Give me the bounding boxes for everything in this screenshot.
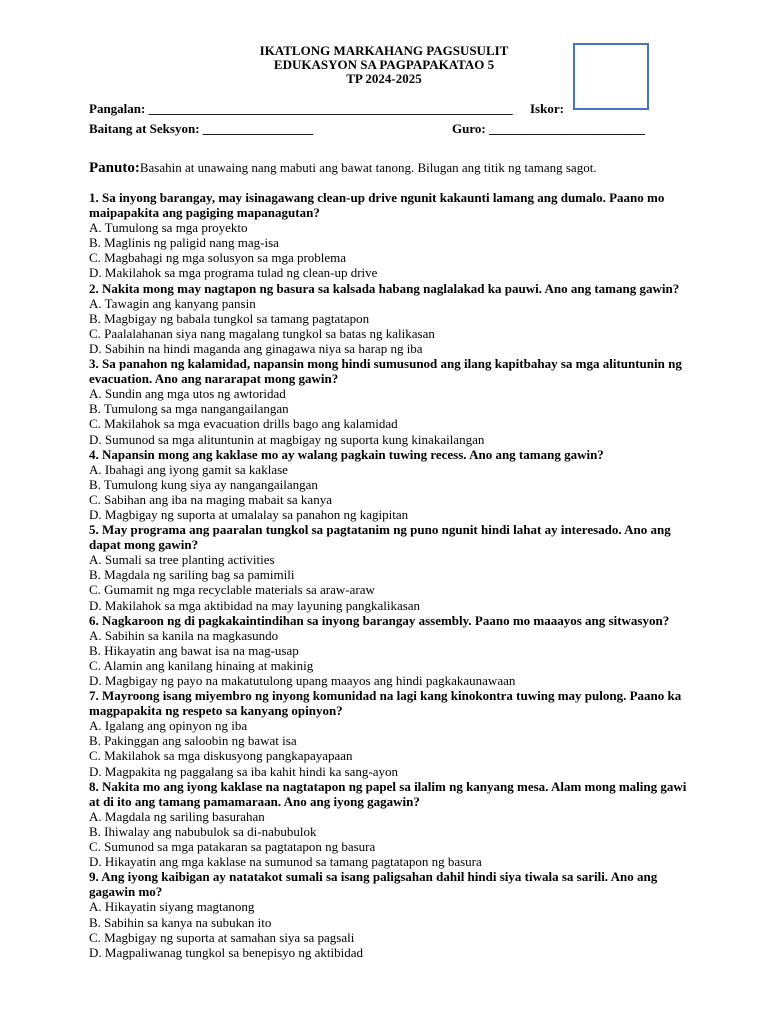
question-text: 8. Nakita mo ang iyong kaklase na nagtatapon ng papel sa ilalim ng kanyang mesa. Alam mong maling gawi at di ito ang tamang pamamaraan. Ano ang iyong gagawin?: [89, 778, 687, 809]
answer-option[interactable]: B. Tumulong sa mga nangangailangan: [89, 401, 289, 417]
question-text: 6. Nagkaroon ng di pagkakaintindihan sa inyong barangay assembly. Paano mo maaayos ang sitwasyon?: [89, 612, 670, 628]
answer-option[interactable]: A. Tawagin ang kanyang pansin: [89, 295, 256, 311]
answer-option[interactable]: C. Sabihan ang iba na maging mabait sa kanya: [89, 491, 332, 507]
answer-option[interactable]: B. Maglinis ng paligid nang mag-isa: [89, 235, 279, 251]
answer-option[interactable]: B. Hikayatin ang bawat isa na mag-usap: [89, 642, 299, 658]
question-list: [89, 190, 689, 960]
answer-option[interactable]: D. Magpakita ng paggalang sa iba kahit hindi ka sang-ayon: [89, 763, 399, 779]
question-text: 3. Sa panahon ng kalamidad, napansin mong hindi sumusunod ang ilang kapitbahay sa mga alituntunin ng evacuation. Ano ang nararapat mong gawin?: [89, 356, 682, 387]
answer-option[interactable]: A. Magdala ng sariling basurahan: [89, 808, 265, 824]
grade-section-field: Baitang at Seksyon: _________________: [89, 121, 314, 136]
answer-option[interactable]: C. Gumamit ng mga recyclable materials sa araw-araw: [89, 582, 375, 598]
question-text: 7. Mayroong isang miyembro ng inyong komunidad na lagi kang kinokontra tuwing may pulong. Paano ka magpapakita ng respeto sa kanyang opinyon?: [89, 688, 682, 719]
answer-option[interactable]: C. Makilahok sa mga evacuation drills bago ang kalamidad: [89, 416, 398, 432]
school-year: TP 2024-2025: [346, 71, 422, 86]
answer-option[interactable]: A. Sabihin sa kanila na magkasundo: [89, 627, 279, 643]
exam-title: IKATLONG MARKAHANG PAGSUSULIT: [259, 43, 509, 58]
answer-option[interactable]: C. Alamin ang kanilang hinaing at makinig: [89, 657, 314, 673]
question-item: [89, 447, 689, 522]
directions-lead: Panuto:: [89, 160, 140, 176]
answer-option[interactable]: B. Ihiwalay ang nabubulok sa di-nabubulok: [89, 823, 317, 839]
question-text: 5. May programa ang paaralan tungkol sa pagtatanim ng puno ngunit hindi lahat ay interesado. Ano ang dapat mong gawin?: [89, 522, 671, 553]
answer-option[interactable]: B. Magdala ng sariling bag sa pamimili: [89, 567, 295, 583]
question-item: [89, 356, 689, 447]
answer-option[interactable]: C. Magbigay ng suporta at samahan siya sa pagsali: [89, 929, 355, 945]
question-text: 2. Nakita mong may nagtapon ng basura sa kalsada habang naglalakad ka pauwi. Ano ang tamang gawin?: [89, 280, 680, 296]
answer-option[interactable]: B. Pakinggan ang saloobin ng bawat isa: [89, 733, 297, 749]
answer-option[interactable]: A. Hikayatin siyang magtanong: [89, 899, 255, 915]
answer-option[interactable]: A. Ibahagi ang iyong gamit sa kaklase: [89, 461, 288, 477]
answer-option[interactable]: D. Magbigay ng payo na makatutulong upang maayos ang hindi pagkakaunawaan: [89, 673, 516, 688]
question-item: [89, 281, 689, 356]
answer-option[interactable]: B. Magbigay ng babala tungkol sa tamang pagtatapon: [89, 310, 370, 326]
answer-option[interactable]: A. Sumali sa tree planting activities: [89, 552, 275, 568]
answer-option[interactable]: A. Tumulong sa mga proyekto: [89, 220, 248, 236]
question-item: [89, 190, 689, 281]
answer-option[interactable]: C. Magbahagi ng mga solusyon sa mga problema: [89, 250, 347, 266]
answer-option[interactable]: C. Sumunod sa mga patakaran sa pagtatapon ng basura: [89, 839, 376, 855]
answer-option[interactable]: D. Magbigay ng suporta at umalalay sa panahon ng kagipitan: [89, 506, 409, 522]
question-item: [89, 869, 689, 960]
directions-text: Basahin at unawaing nang mabuti ang bawat tanong. Bilugan ang titik ng tamang sagot.: [139, 160, 597, 175]
score-label: Iskor:: [530, 101, 564, 116]
teacher-field: Guro: ________________________: [452, 121, 645, 136]
question-text: 1. Sa inyong barangay, may isinagawang clean-up drive ngunit kakaunti lamang ang dumalo. Paano mo maipapakita ang pagiging mapanagutan?: [89, 190, 665, 221]
question-item: [89, 613, 689, 688]
answer-option[interactable]: D. Makilahok sa mga aktibidad na may layuning pangkalikasan: [89, 597, 421, 613]
answer-option[interactable]: C. Makilahok sa mga diskusyong pangkapayapaan: [89, 748, 353, 764]
exam-header: [0, 44, 768, 86]
answer-option[interactable]: D. Makilahok sa mga programa tulad ng clean-up drive: [89, 265, 378, 281]
answer-option[interactable]: D. Hikayatin ang mga kaklase na sumunod sa tamang pagtatapon ng basura: [89, 854, 482, 870]
directions: [89, 159, 597, 177]
question-text: 9. Ang iyong kaibigan ay natatakot sumali sa isang paligsahan dahil hindi siya tiwala sa sarili. Ano ang gagawin mo?: [89, 869, 658, 900]
question-item: [89, 688, 689, 779]
subject-title: EDUKASYON SA PAGPAPAKATAO 5: [273, 57, 495, 72]
answer-option[interactable]: B. Sabihin sa kanya na subukan ito: [89, 914, 272, 930]
question-text: 4. Napansin mong ang kaklase mo ay walang pagkain tuwing recess. Ano ang tamang gawin?: [89, 446, 604, 462]
answer-option[interactable]: D. Sumunod sa mga alituntunin at magbigay ng suporta kung kinakailangan: [89, 431, 485, 447]
answer-option[interactable]: B. Tumulong kung siya ay nangangailangan: [89, 476, 318, 492]
name-field: Pangalan: ________________________________________________________: [89, 101, 513, 116]
answer-option[interactable]: A. Sundin ang mga utos ng awtoridad: [89, 386, 286, 402]
answer-option[interactable]: A. Igalang ang opinyon ng iba: [89, 718, 248, 734]
question-item: [89, 779, 689, 870]
answer-option[interactable]: C. Paalalahanan siya nang magalang tungkol sa batas ng kalikasan: [89, 325, 435, 341]
answer-option[interactable]: D. Magpaliwanag tungkol sa benepisyo ng aktibidad: [89, 944, 364, 960]
score-box: [573, 43, 649, 110]
answer-option[interactable]: D. Sabihin na hindi maganda ang ginagawa niya sa harap ng iba: [89, 340, 423, 356]
question-item: [89, 522, 689, 613]
